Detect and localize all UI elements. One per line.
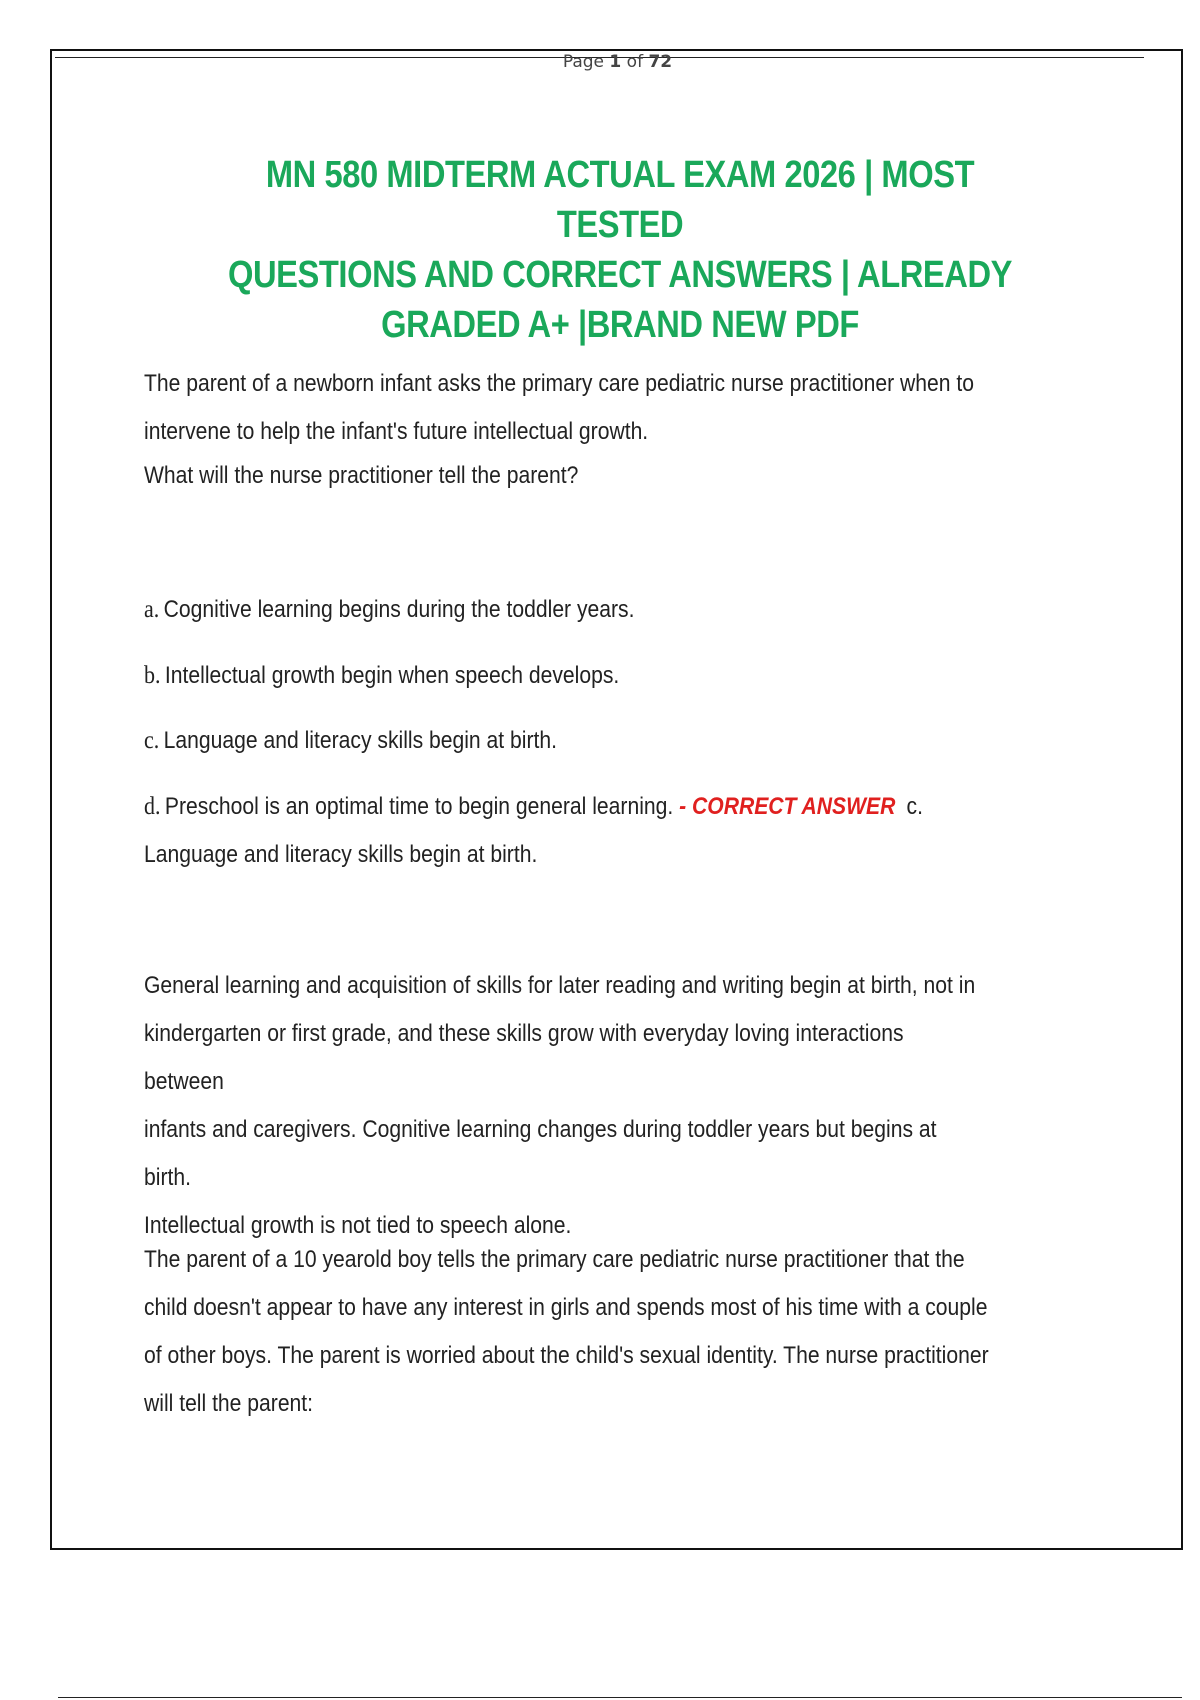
option-c-text: Language and literacy skills begin at birth. (163, 727, 557, 754)
page-number (0, 52, 1200, 72)
option-d (144, 791, 923, 823)
option-d-letter: d. (144, 793, 161, 820)
question-1-line-2: intervene to help the infant's future intellectual growth. (144, 418, 649, 445)
option-a-letter: a. (144, 596, 160, 623)
option-c (144, 725, 557, 757)
option-a (144, 594, 634, 626)
question-2-line-4: will tell the parent: (144, 1390, 314, 1417)
page-of: of (626, 52, 644, 72)
question-1-stem (144, 360, 989, 504)
rationale-line-3: infants and caregivers. Cognitive learning changes during toddler years but begins at birth. (144, 1116, 937, 1191)
correct-answer-marker: - CORRECT ANSWER (679, 793, 896, 820)
rationale-line-4: Intellectual growth is not tied to speech alone. (144, 1212, 572, 1239)
option-d-text: Preschool is an optimal time to begin general learning. (164, 793, 674, 820)
title-line-3: GRADED A+ |BRAND NEW PDF (381, 304, 859, 346)
question-2-line-3: of other boys. The parent is worried about the child's sexual identity. The nurse practitioner (144, 1342, 989, 1369)
footer-rule (58, 1697, 1182, 1698)
document-title (207, 150, 1033, 350)
question-1-prompt: What will the nurse practitioner tell the parent? (144, 462, 579, 489)
correct-answer-letter: c. (906, 793, 923, 820)
option-a-text: Cognitive learning begins during the toddler years. (163, 596, 635, 623)
rationale (144, 962, 989, 1250)
page-total: 72 (648, 52, 673, 72)
rationale-line-1: General learning and acquisition of skills for later reading and writing begin at birth, not in (144, 972, 976, 999)
option-b (144, 660, 619, 692)
page-label: Page (562, 52, 605, 72)
option-b-letter: b. (144, 662, 161, 689)
option-b-text: Intellectual growth begin when speech develops. (164, 662, 620, 689)
title-line-1: MN 580 MIDTERM ACTUAL EXAM 2026 | MOST TESTED (265, 154, 975, 246)
option-c-letter: c. (144, 727, 160, 754)
rationale-line-2: kindergarten or first grade, and these skills grow with everyday loving interactions between (144, 1020, 904, 1095)
question-2-stem (144, 1236, 989, 1428)
correct-answer-text: Language and literacy skills begin at birth. (144, 841, 538, 868)
question-2-line-2: child doesn't appear to have any interest in girls and spends most of his time with a couple (144, 1294, 988, 1321)
question-2-line-1: The parent of a 10 yearold boy tells the primary care pediatric nurse practitioner that the (144, 1246, 965, 1273)
page-current: 1 (609, 52, 622, 72)
question-1-line-1: The parent of a newborn infant asks the primary care pediatric nurse practitioner when to (144, 370, 974, 397)
title-line-2: QUESTIONS AND CORRECT ANSWERS | ALREADY (228, 254, 1012, 296)
